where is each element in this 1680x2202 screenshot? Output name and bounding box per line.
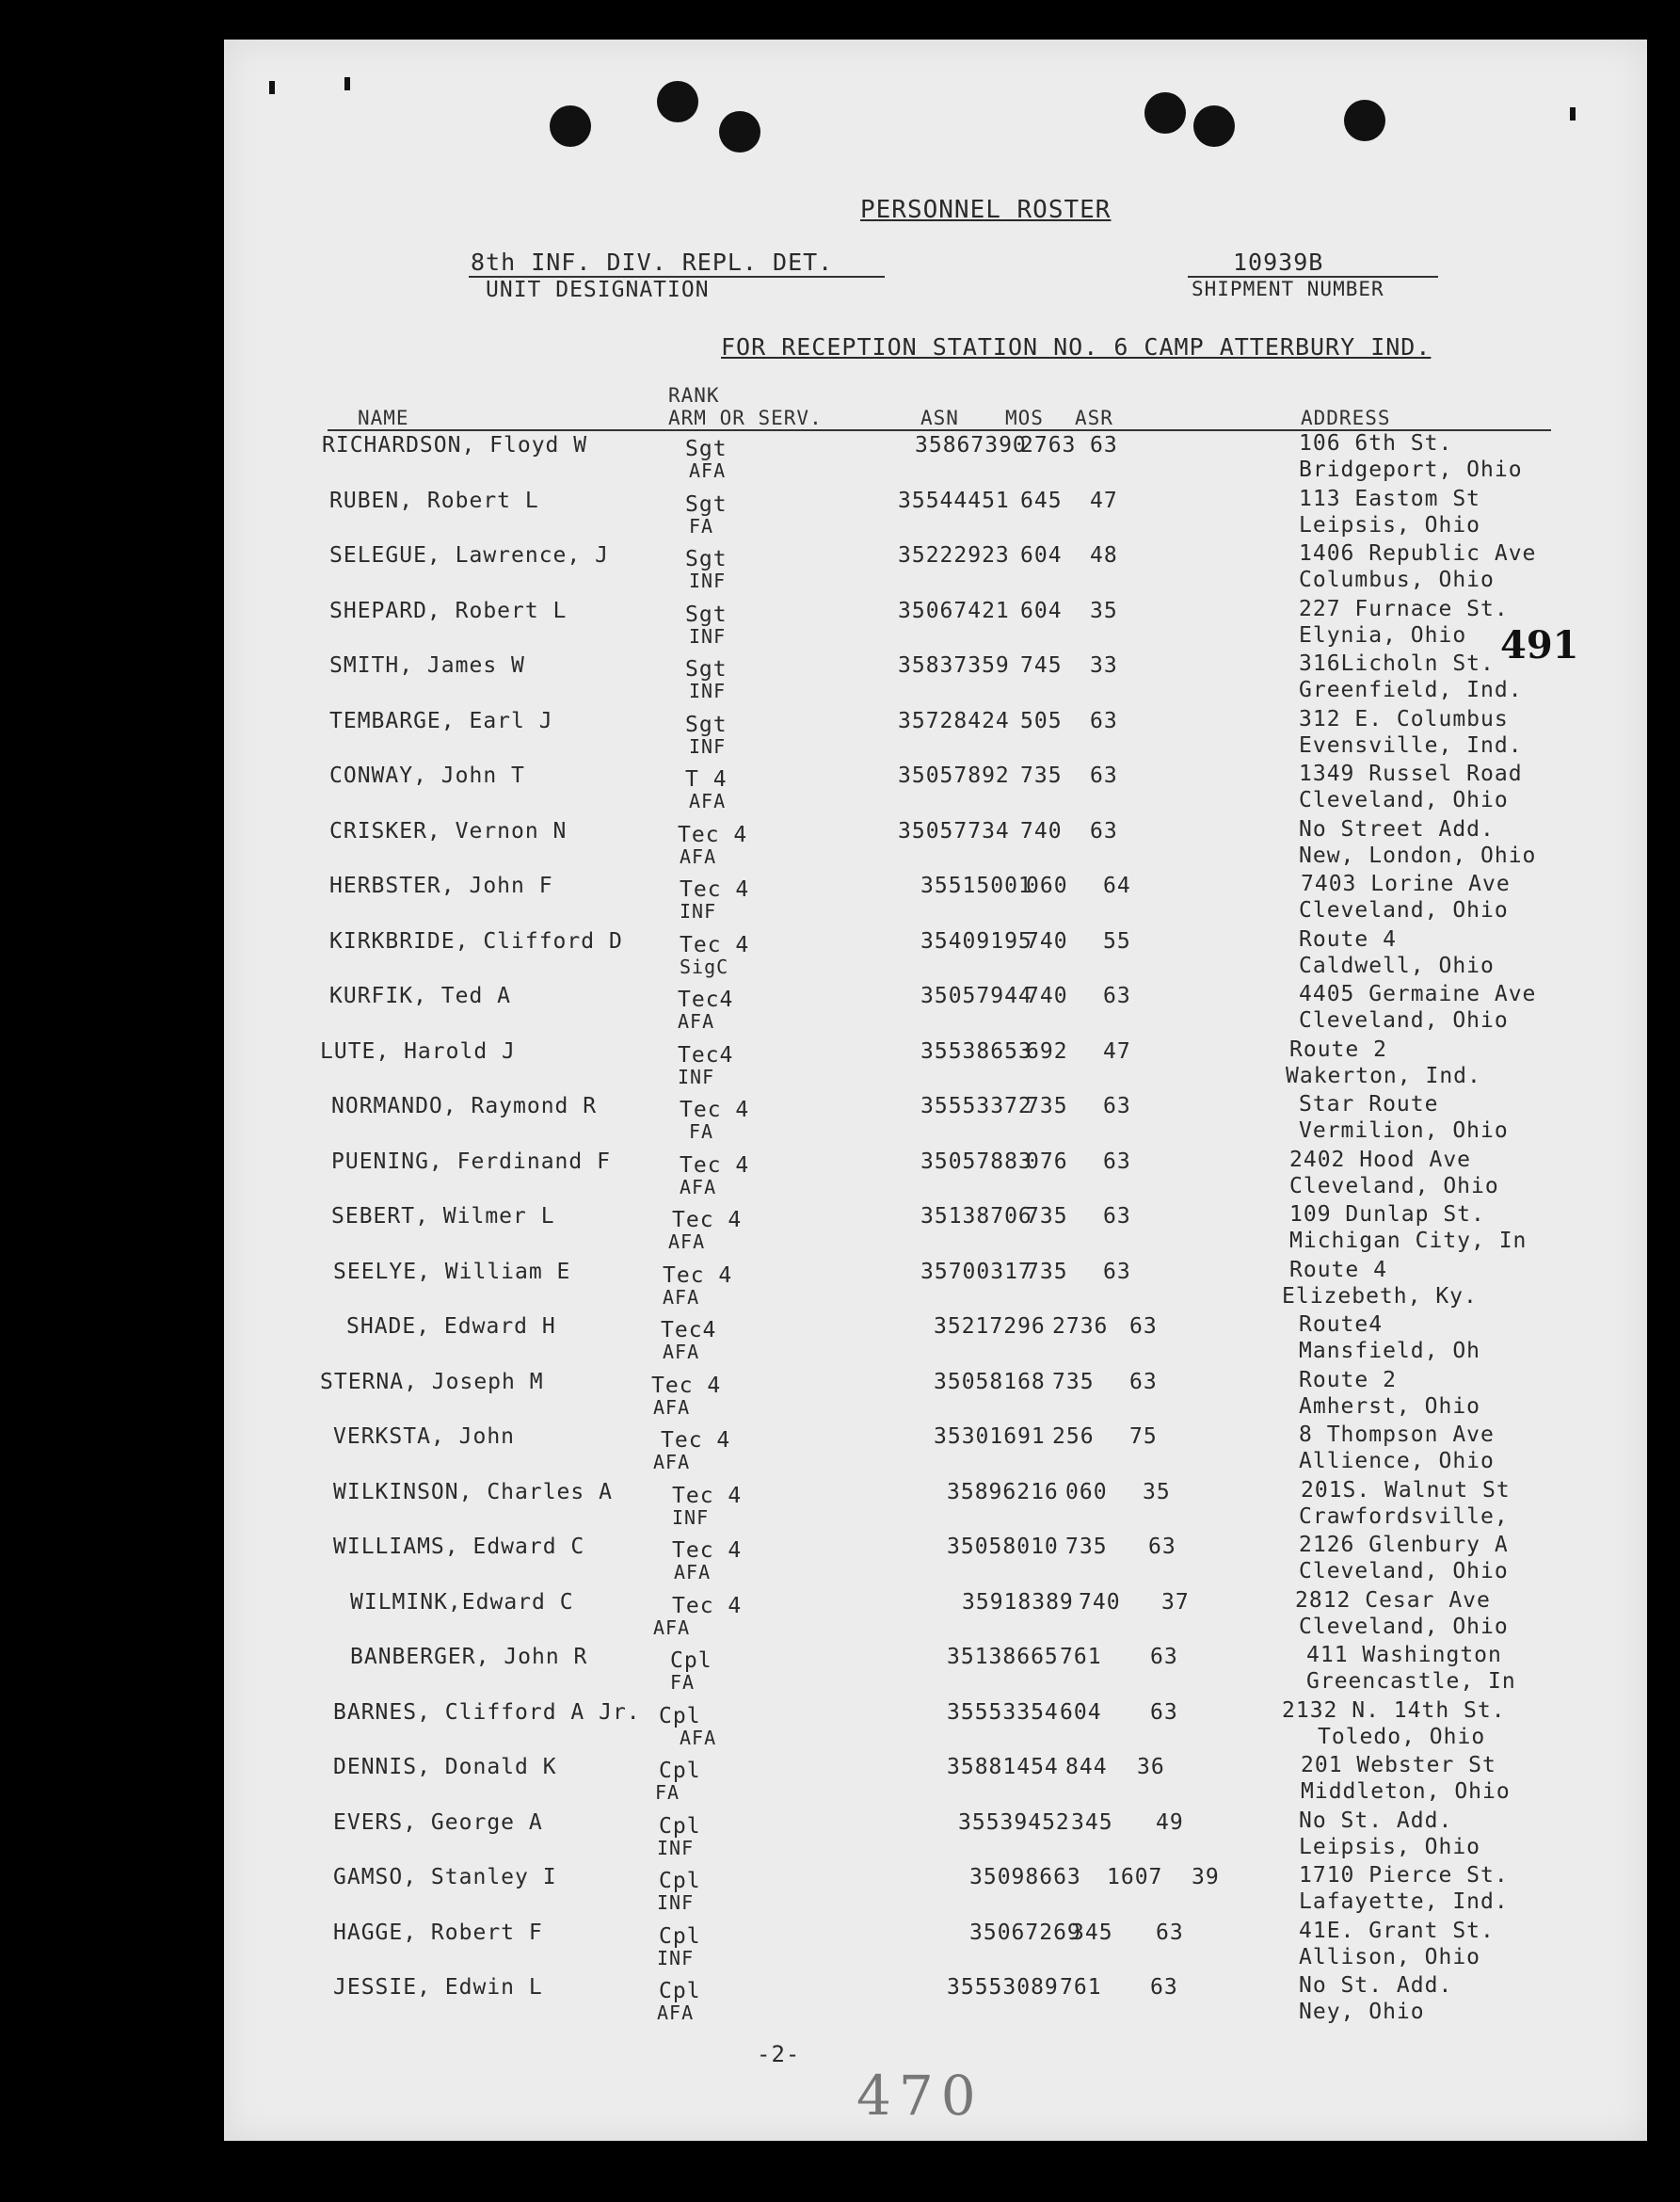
- header-rank: RANK: [668, 384, 720, 407]
- row-asn: 35409195: [920, 928, 1032, 954]
- row-rank: Sgt: [685, 437, 728, 461]
- row-mos: 345: [1071, 1809, 1113, 1835]
- row-name: TEMBARGE, Earl J: [329, 708, 553, 733]
- punch-hole: [550, 105, 591, 147]
- row-address-line1: 106 6th St.: [1299, 431, 1453, 456]
- handwritten-note: 470: [856, 2064, 984, 2128]
- row-asr: 63: [1103, 1204, 1131, 1229]
- row-name: KURFIK, Ted A: [329, 984, 512, 1008]
- row-name: RICHARDSON, Floyd W: [322, 433, 588, 458]
- row-address-line1: 41E. Grant St.: [1299, 1918, 1495, 1943]
- row-arm: AFA: [653, 1451, 691, 1473]
- row-address-line1: Route4: [1299, 1312, 1384, 1337]
- row-rank: Tec 4: [672, 1483, 743, 1508]
- row-asn: 35138706: [920, 1204, 1032, 1229]
- row-asn: 35217296: [934, 1314, 1046, 1339]
- row-asr: 63: [1103, 1094, 1131, 1118]
- row-mos: 604: [1020, 543, 1063, 568]
- row-name: SEELYE, William E: [333, 1259, 571, 1284]
- row-rank: Tec 4: [672, 1208, 743, 1232]
- row-mos: 060: [1026, 874, 1068, 898]
- destination-line: FOR RECEPTION STATION NO. 6 CAMP ATTERBURY IND.: [721, 333, 1432, 361]
- row-mos: 761: [1060, 1975, 1102, 2000]
- row-asr: 35: [1143, 1479, 1171, 1504]
- row-address-line2: Cleveland, Ohio: [1299, 1614, 1509, 1639]
- row-rank: Tec 4: [680, 1152, 750, 1178]
- row-asn: 35837359: [898, 653, 1010, 678]
- row-asr: 63: [1150, 1645, 1178, 1669]
- row-address-line1: Route 4: [1299, 926, 1397, 952]
- row-mos: 692: [1026, 1038, 1068, 1064]
- row-asr: 48: [1090, 543, 1118, 568]
- row-asr: 33: [1090, 653, 1118, 678]
- row-asn: 35067421: [898, 598, 1010, 623]
- row-asr: 36: [1137, 1755, 1165, 1779]
- row-arm: AFA: [678, 1010, 715, 1033]
- row-name: EVERS, George A: [333, 1809, 543, 1835]
- row-address-line2: Crawfordsville,: [1299, 1503, 1509, 1529]
- row-name: HERBSTER, John F: [329, 874, 553, 898]
- row-mos: 345: [1071, 1920, 1113, 1945]
- row-name: SELEGUE, Lawrence, J: [329, 543, 609, 568]
- row-mos: 2763: [1020, 433, 1077, 458]
- row-rank: Tec 4: [672, 1538, 743, 1563]
- header-name: NAME: [358, 407, 409, 429]
- row-arm: INF: [689, 570, 727, 592]
- row-address-line1: Star Route: [1299, 1092, 1439, 1117]
- row-address-line1: 1406 Republic Ave: [1299, 541, 1537, 566]
- punch-hole: [1193, 105, 1235, 147]
- row-address-line1: No Street Add.: [1299, 816, 1495, 842]
- row-rank: Sgt: [685, 602, 728, 627]
- row-arm: AFA: [689, 790, 727, 812]
- row-asn: 35222923: [898, 543, 1010, 568]
- row-asn: 35067269: [969, 1920, 1081, 1945]
- header-mos: MOS: [1005, 407, 1044, 429]
- row-asr: 63: [1129, 1314, 1158, 1339]
- row-address-line2: Mansfield, Oh: [1299, 1339, 1481, 1363]
- row-address-line1: No St. Add.: [1299, 1973, 1453, 1998]
- row-arm: INF: [689, 624, 727, 648]
- row-address-line1: 2126 Glenbury A: [1299, 1533, 1509, 1557]
- row-address-line1: Route 2: [1299, 1367, 1397, 1392]
- row-arm: INF: [678, 1065, 715, 1088]
- row-rank: Tec 4: [663, 1262, 733, 1288]
- row-mos: 604: [1020, 598, 1063, 623]
- row-asn: 35515001: [920, 874, 1032, 898]
- row-asr: 64: [1103, 874, 1131, 898]
- row-arm: AFA: [680, 1175, 717, 1198]
- punch-hole: [1344, 100, 1385, 141]
- row-mos: 735: [1052, 1369, 1095, 1394]
- row-asr: 49: [1156, 1809, 1184, 1835]
- row-mos: 604: [1060, 1699, 1102, 1725]
- row-address-line1: 2402 Hood Ave: [1289, 1147, 1472, 1172]
- row-name: WILKINSON, Charles A: [333, 1479, 613, 1504]
- row-rank: Cpl: [659, 1979, 701, 2003]
- row-arm: SigC: [680, 955, 729, 978]
- row-asn: 35057734: [898, 818, 1010, 844]
- row-rank: T 4: [685, 767, 728, 792]
- row-address-line2: Greenfield, Ind.: [1299, 678, 1523, 702]
- row-rank: Sgt: [685, 491, 728, 517]
- row-arm: INF: [657, 1836, 695, 1859]
- row-address-line1: 312 E. Columbus: [1299, 706, 1509, 731]
- row-name: BARNES, Clifford A Jr.: [333, 1699, 641, 1725]
- row-asr: 63: [1148, 1535, 1176, 1559]
- row-asn: 35544451: [898, 488, 1010, 513]
- row-rank: Tec 4: [680, 1098, 750, 1122]
- row-asr: 47: [1090, 488, 1118, 513]
- mark: [269, 81, 275, 94]
- shipment-number-label: SHIPMENT NUMBER: [1192, 278, 1384, 300]
- row-address-line2: Elizebeth, Ky.: [1282, 1283, 1478, 1309]
- row-asn: 35138665: [947, 1645, 1059, 1669]
- row-address-line2: Cleveland, Ohio: [1299, 898, 1509, 923]
- row-address-line2: Cleveland, Ohio: [1299, 1008, 1509, 1033]
- row-rank: Tec 4: [680, 932, 750, 957]
- row-arm: FA: [670, 1671, 696, 1694]
- row-asn: 35539452: [958, 1809, 1070, 1835]
- row-mos: 745: [1020, 653, 1063, 678]
- row-name: SEBERT, Wilmer L: [331, 1204, 555, 1229]
- row-name: PUENING, Ferdinand F: [331, 1149, 611, 1174]
- row-address-line1: 201 Webster St: [1301, 1753, 1496, 1777]
- roster-page: [224, 40, 1647, 2141]
- row-name: STERNA, Joseph M: [320, 1369, 544, 1394]
- row-name: DENNIS, Donald K: [333, 1755, 557, 1779]
- row-rank: Cpl: [659, 1869, 701, 1893]
- row-address-line1: No St. Add.: [1299, 1808, 1453, 1833]
- row-rank: Tec 4: [680, 877, 750, 902]
- row-rank: Sgt: [685, 712, 728, 737]
- row-arm: AFA: [663, 1285, 700, 1309]
- row-address-line1: 1349 Russel Road: [1299, 762, 1523, 786]
- row-address-line2: Middleton, Ohio: [1301, 1779, 1511, 1804]
- row-arm: INF: [680, 900, 717, 923]
- mark: [344, 77, 350, 90]
- row-asn: 35058168: [934, 1369, 1046, 1394]
- row-address-line2: Elynia, Ohio: [1299, 622, 1467, 648]
- row-mos: 735: [1026, 1259, 1068, 1284]
- row-arm: INF: [657, 1946, 695, 1969]
- row-name: CONWAY, John T: [329, 763, 525, 788]
- row-address-line2: Columbus, Ohio: [1299, 568, 1495, 592]
- row-name: WILLIAMS, Edward C: [333, 1535, 585, 1559]
- row-rank: Tec 4: [678, 822, 748, 847]
- row-arm: INF: [689, 680, 727, 702]
- row-asn: 35553372: [920, 1094, 1032, 1118]
- row-name: NORMANDO, Raymond R: [331, 1094, 598, 1118]
- row-address-line2: Allison, Ohio: [1299, 1944, 1481, 1969]
- row-asr: 35: [1090, 598, 1118, 623]
- row-rank: Cpl: [659, 1923, 701, 1949]
- row-name: CRISKER, Vernon N: [329, 818, 568, 844]
- row-mos: 645: [1020, 488, 1063, 513]
- row-mos: 740: [1026, 928, 1068, 954]
- row-address-line1: 113 Eastom St: [1299, 486, 1481, 511]
- row-asn: 35553089: [947, 1975, 1059, 2000]
- row-name: KIRKBRIDE, Clifford D: [329, 928, 623, 954]
- row-name: SHEPARD, Robert L: [329, 598, 568, 623]
- row-mos: 844: [1065, 1755, 1108, 1779]
- row-asr: 63: [1090, 708, 1118, 733]
- row-address-line1: 8 Thompson Ave: [1299, 1422, 1495, 1447]
- row-name: RUBEN, Robert L: [329, 488, 539, 513]
- header-asn: ASN: [920, 407, 959, 429]
- row-arm: AFA: [680, 1726, 717, 1749]
- row-rank: Tec 4: [651, 1373, 722, 1398]
- header-address: ADDRESS: [1301, 407, 1391, 429]
- row-address-line2: Leipsis, Ohio: [1299, 512, 1481, 538]
- row-asn: 35553354: [947, 1699, 1059, 1725]
- row-asr: 63: [1090, 818, 1118, 844]
- row-asr: 63: [1103, 984, 1131, 1008]
- unit-designation-value: 8th INF. DIV. REPL. DET.: [471, 249, 834, 276]
- row-rank: Tec 4: [672, 1593, 743, 1618]
- unit-designation-label: UNIT DESIGNATION: [486, 278, 710, 302]
- row-address-line2: Amherst, Ohio: [1299, 1393, 1481, 1419]
- row-address-line2: Toledo, Ohio: [1318, 1724, 1486, 1749]
- row-asr: 63: [1090, 433, 1118, 458]
- row-mos: 256: [1052, 1424, 1095, 1449]
- header-asr: ASR: [1075, 407, 1113, 429]
- row-rank: Tec4: [678, 988, 734, 1012]
- punch-hole: [1144, 92, 1186, 134]
- row-address-line2: Caldwell, Ohio: [1299, 953, 1495, 978]
- page-number: -2-: [757, 2041, 801, 2067]
- row-rank: Sgt: [685, 547, 728, 571]
- row-mos: 740: [1020, 818, 1063, 844]
- row-address-line2: Evensville, Ind.: [1299, 732, 1523, 758]
- row-address-line2: Allience, Ohio: [1299, 1449, 1495, 1473]
- row-asr: 75: [1129, 1424, 1158, 1449]
- row-asr: 47: [1103, 1038, 1131, 1064]
- row-name: JESSIE, Edwin L: [333, 1975, 543, 2000]
- row-asr: 63: [1103, 1259, 1131, 1284]
- row-asn: 35301691: [934, 1424, 1046, 1449]
- row-asr: 63: [1150, 1699, 1178, 1725]
- row-address-line1: Route 2: [1289, 1037, 1387, 1062]
- row-address-line1: 227 Furnace St.: [1299, 596, 1509, 621]
- row-address-line2: Greencastle, In: [1306, 1669, 1516, 1694]
- row-address-line2: Leipsis, Ohio: [1299, 1834, 1481, 1859]
- row-asn: 35057892: [898, 763, 1010, 788]
- row-asn: 35057883: [920, 1149, 1032, 1174]
- row-arm: INF: [689, 734, 727, 758]
- row-arm: AFA: [653, 1395, 691, 1419]
- row-asr: 63: [1150, 1975, 1178, 2000]
- row-asr: 39: [1192, 1865, 1220, 1889]
- row-name: SMITH, James W: [329, 653, 525, 678]
- row-address-line2: Ney, Ohio: [1299, 2000, 1425, 2024]
- row-mos: 761: [1060, 1645, 1102, 1669]
- row-name: HAGGE, Robert F: [333, 1920, 543, 1945]
- row-arm: FA: [655, 1781, 680, 1804]
- row-address-line2: Vermilion, Ohio: [1299, 1118, 1509, 1143]
- row-asn: 35700317: [920, 1259, 1032, 1284]
- row-arm: AFA: [680, 844, 717, 868]
- row-arm: AFA: [689, 459, 727, 482]
- row-rank: Cpl: [670, 1648, 712, 1673]
- row-arm: FA: [689, 1120, 714, 1143]
- row-asn: 35896216: [947, 1479, 1059, 1504]
- row-mos: 735: [1026, 1094, 1068, 1118]
- row-mos: 505: [1020, 708, 1063, 733]
- row-address-line1: 109 Dunlap St.: [1289, 1202, 1485, 1227]
- document-title: PERSONNEL ROSTER: [860, 196, 1112, 224]
- row-mos: 1607: [1107, 1865, 1163, 1889]
- row-asn: 35881454: [947, 1755, 1059, 1779]
- row-mos: 076: [1026, 1149, 1068, 1174]
- row-rank: Sgt: [685, 657, 728, 682]
- row-asn: 35058010: [947, 1535, 1059, 1559]
- row-address-line1: 2812 Cesar Ave: [1295, 1587, 1491, 1613]
- row-mos: 735: [1026, 1204, 1068, 1229]
- row-asr: 63: [1129, 1369, 1158, 1394]
- row-arm: FA: [689, 514, 714, 538]
- row-arm: INF: [672, 1505, 710, 1529]
- row-address-line1: 411 Washington: [1306, 1643, 1502, 1667]
- row-mos: 735: [1020, 763, 1063, 788]
- row-asn: 35918389: [962, 1589, 1074, 1615]
- row-address-line2: Lafayette, Ind.: [1299, 1889, 1509, 1914]
- row-address-line2: New, London, Ohio: [1299, 843, 1537, 868]
- row-asr: 63: [1090, 763, 1118, 788]
- row-name: LUTE, Harold J: [320, 1038, 516, 1064]
- row-address-line1: 2132 N. 14th St.: [1282, 1697, 1506, 1723]
- row-rank: Tec4: [678, 1042, 734, 1068]
- row-asn: 35867390: [915, 433, 1027, 458]
- row-mos: 740: [1026, 984, 1068, 1008]
- row-mos: 740: [1079, 1589, 1121, 1615]
- row-address-line1: Route 4: [1289, 1257, 1387, 1282]
- row-rank: Tec 4: [661, 1428, 731, 1453]
- stamp-number: 491: [1500, 623, 1579, 667]
- row-arm: AFA: [657, 2001, 695, 2024]
- row-asr: 63: [1103, 1149, 1131, 1174]
- row-mos: 2736: [1052, 1314, 1109, 1339]
- row-name: SHADE, Edward H: [346, 1314, 556, 1339]
- row-mos: 060: [1065, 1479, 1108, 1504]
- row-mos: 735: [1065, 1535, 1108, 1559]
- row-name: GAMSO, Stanley I: [333, 1865, 557, 1889]
- row-address-line1: 7403 Lorine Ave: [1301, 872, 1511, 896]
- row-rank: Tec4: [661, 1318, 717, 1342]
- row-asn: 35098663: [969, 1865, 1081, 1889]
- row-address-line2: Michigan City, In: [1289, 1229, 1528, 1253]
- row-asn: 35538653: [920, 1038, 1032, 1064]
- row-address-line2: Cleveland, Ohio: [1289, 1173, 1499, 1198]
- row-rank: Cpl: [659, 1759, 701, 1783]
- row-arm: AFA: [663, 1341, 700, 1363]
- row-rank: Cpl: [659, 1813, 701, 1839]
- row-address-line1: 316Licholn St.: [1299, 651, 1495, 676]
- header-arm: ARM OR SERV.: [668, 407, 823, 429]
- row-name: VERKSTA, John: [333, 1424, 516, 1449]
- row-address-line1: 1710 Pierce St.: [1299, 1863, 1509, 1888]
- row-arm: INF: [657, 1891, 695, 1914]
- row-asr: 63: [1156, 1920, 1184, 1945]
- row-arm: AFA: [668, 1230, 706, 1253]
- row-name: WILMINK,Edward C: [350, 1589, 574, 1615]
- row-address-line2: Bridgeport, Ohio: [1299, 458, 1523, 482]
- row-arm: AFA: [674, 1561, 712, 1583]
- row-address-line2: Wakerton, Ind.: [1286, 1063, 1481, 1088]
- row-asn: 35057944: [920, 984, 1032, 1008]
- row-asn: 35728424: [898, 708, 1010, 733]
- row-asr: 37: [1161, 1589, 1190, 1615]
- row-address-line1: 4405 Germaine Ave: [1299, 982, 1537, 1006]
- row-rank: Cpl: [659, 1703, 701, 1728]
- punch-hole: [719, 111, 760, 153]
- row-name: BANBERGER, John R: [350, 1645, 588, 1669]
- mark: [1570, 107, 1576, 121]
- punch-hole: [657, 81, 698, 122]
- row-arm: AFA: [653, 1615, 691, 1639]
- row-address-line2: Cleveland, Ohio: [1299, 1559, 1509, 1583]
- shipment-number-value: 10939B: [1233, 249, 1324, 276]
- row-address-line2: Cleveland, Ohio: [1299, 788, 1509, 812]
- row-asr: 55: [1103, 928, 1131, 954]
- row-address-line1: 201S. Walnut St: [1301, 1477, 1511, 1503]
